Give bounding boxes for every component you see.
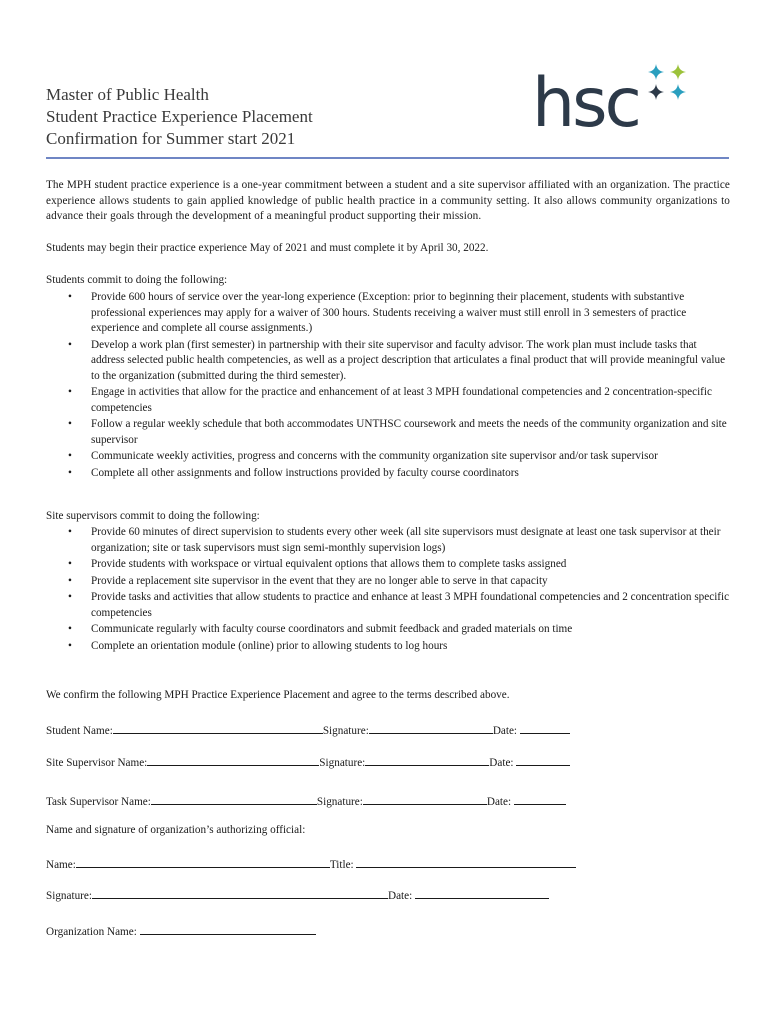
official-date-label: Date:	[388, 890, 413, 902]
bullet-icon: •	[68, 291, 72, 303]
official-date-field[interactable]	[415, 886, 549, 899]
bullet-icon: •	[68, 526, 72, 538]
logo-star-top-right	[670, 64, 686, 80]
bullet-icon: •	[68, 591, 72, 603]
official-lead: Name and signature of organization’s authorizing official:	[46, 824, 306, 836]
task-supervisor-date-label: Date:	[486, 796, 512, 808]
site-supervisor-signature-field[interactable]	[365, 753, 489, 766]
student-date-label: Date:	[492, 725, 518, 737]
list-item: • Follow a regular weekly schedule that both accommodates UNTHSC coursework and meets the needs of the community organization and site supervisor	[68, 418, 727, 446]
bullet-icon: •	[68, 338, 72, 351]
official-signature-field[interactable]	[92, 886, 388, 899]
organization-name-label: Organization Name:	[46, 926, 137, 938]
task-supervisor-date-field[interactable]	[514, 792, 566, 805]
site-supervisor-signature-label: Signature:	[319, 757, 366, 769]
confirm-statement: We confirm the following MPH Practice Experience Placement and agree to the terms described above.	[46, 689, 510, 701]
student-row	[46, 721, 570, 739]
official-title-field[interactable]	[356, 855, 576, 868]
official-signature-row	[46, 886, 549, 904]
list-item: • Provide tasks and activities that allow students to practice and enhance at least 3 MPH foundational competencies and 2 concentration specific competencies	[68, 591, 730, 619]
student-name-label: Student Name:	[46, 725, 113, 737]
bullet-icon: •	[68, 450, 72, 462]
bullet-icon: •	[68, 466, 72, 479]
list-item: • Develop a work plan (first semester) in partnership with their site supervisor and faculty advisor. The work plan must include tasks that address selected public health competencies, as well as a project description that articulates a final product that will provide meaningful value to the organization (submitted during the third semester).	[68, 338, 726, 382]
site-supervisor-date-field[interactable]	[516, 753, 570, 766]
list-item: • Engage in activities that allow for the practice and enhancement of at least 3 MPH foundational competencies and 2 concentration-specific competencies	[68, 386, 712, 414]
bullet-icon: •	[68, 418, 72, 430]
list-item: • Communicate weekly activities, progress and concerns with the community organization site supervisor and/or task supervisor	[46, 449, 730, 465]
list-item: • Provide a replacement site supervisor in the event that they are no longer able to serve in that capacity	[46, 574, 730, 590]
logo-text: hsc	[532, 64, 639, 143]
official-name-label: Name:	[46, 859, 76, 871]
begin-paragraph: Students may begin their practice experience May of 2021 and must complete it by April 30, 2022.	[46, 242, 489, 254]
bullet-icon: •	[68, 386, 72, 398]
list-item: • Complete an orientation module (online) prior to allowing students to log hours	[46, 639, 730, 655]
bullet-icon: •	[68, 623, 72, 635]
title-line-2: Student Practice Experience Placement	[46, 107, 313, 126]
document-title	[46, 84, 313, 150]
logo-stars-icon	[642, 62, 694, 108]
students-lead: Students commit to doing the following:	[46, 274, 228, 286]
supervisors-lead: Site supervisors commit to doing the following:	[46, 510, 260, 522]
task-supervisor-name-label: Task Supervisor Name:	[46, 796, 151, 808]
supervisors-list	[46, 525, 730, 655]
organization-name-field[interactable]	[140, 922, 316, 935]
task-supervisor-signature-field[interactable]	[363, 792, 487, 805]
hsc-logo	[532, 62, 692, 150]
title-line-1: Master of Public Health	[46, 85, 209, 104]
list-item: • Provide 600 hours of service over the year-long experience (Exception: prior to beginning their placement, students with substantive professional experiences may apply for a waiver of 300 hours. Students receiving a waiver must still enroll in 3 semesters of practice experience and complete all course assignments.)	[68, 291, 687, 334]
title-line-3: Confirmation for Summer start 2021	[46, 129, 296, 148]
site-supervisor-name-label: Site Supervisor Name:	[46, 757, 148, 769]
logo-star-bottom-right	[670, 84, 686, 100]
official-title-label: Title:	[329, 859, 354, 871]
site-supervisor-date-label: Date:	[489, 757, 514, 769]
list-item: • Provide 60 minutes of direct supervision to students every other week (all site supervisors must designate at least one task supervisor at their organization; site or task supervisors must sign semi-monthly supervision logs)	[68, 526, 721, 554]
task-supervisor-row	[46, 792, 566, 810]
students-list	[46, 290, 730, 482]
task-supervisor-name-field[interactable]	[151, 792, 317, 805]
logo-star-bottom-left	[648, 84, 664, 100]
student-signature-field[interactable]	[369, 721, 493, 734]
bullet-icon: •	[68, 558, 72, 570]
organization-row	[46, 922, 316, 940]
student-date-field[interactable]	[520, 721, 570, 734]
list-item: • Communicate regularly with faculty course coordinators and submit feedback and graded materials on time	[46, 622, 730, 638]
task-supervisor-signature-label: Signature:	[316, 796, 363, 808]
logo-star-top-left	[648, 64, 664, 80]
list-item: • Provide students with workspace or virtual equivalent options that allows them to complete tasks assigned	[46, 557, 730, 573]
bullet-icon: •	[68, 574, 72, 587]
student-name-field[interactable]	[113, 721, 323, 734]
official-name-field[interactable]	[76, 855, 330, 868]
student-signature-label: Signature:	[322, 725, 369, 737]
site-supervisor-row	[46, 753, 570, 771]
site-supervisor-name-field[interactable]	[147, 753, 319, 766]
list-item: • Complete all other assignments and follow instructions provided by faculty course coordinators	[46, 466, 730, 482]
header-rule	[46, 157, 729, 159]
official-signature-label: Signature:	[46, 890, 92, 902]
official-name-row	[46, 855, 576, 873]
intro-paragraph: The MPH student practice experience is a one-year commitment between a student and a site supervisor affiliated with an organization. The practice experience allows students to gain applied knowledge of public health practice in a community setting. It also allows community organizations to advance their goals through the development of a meaningful product supporting their mission.	[46, 179, 730, 222]
bullet-icon: •	[68, 639, 72, 652]
